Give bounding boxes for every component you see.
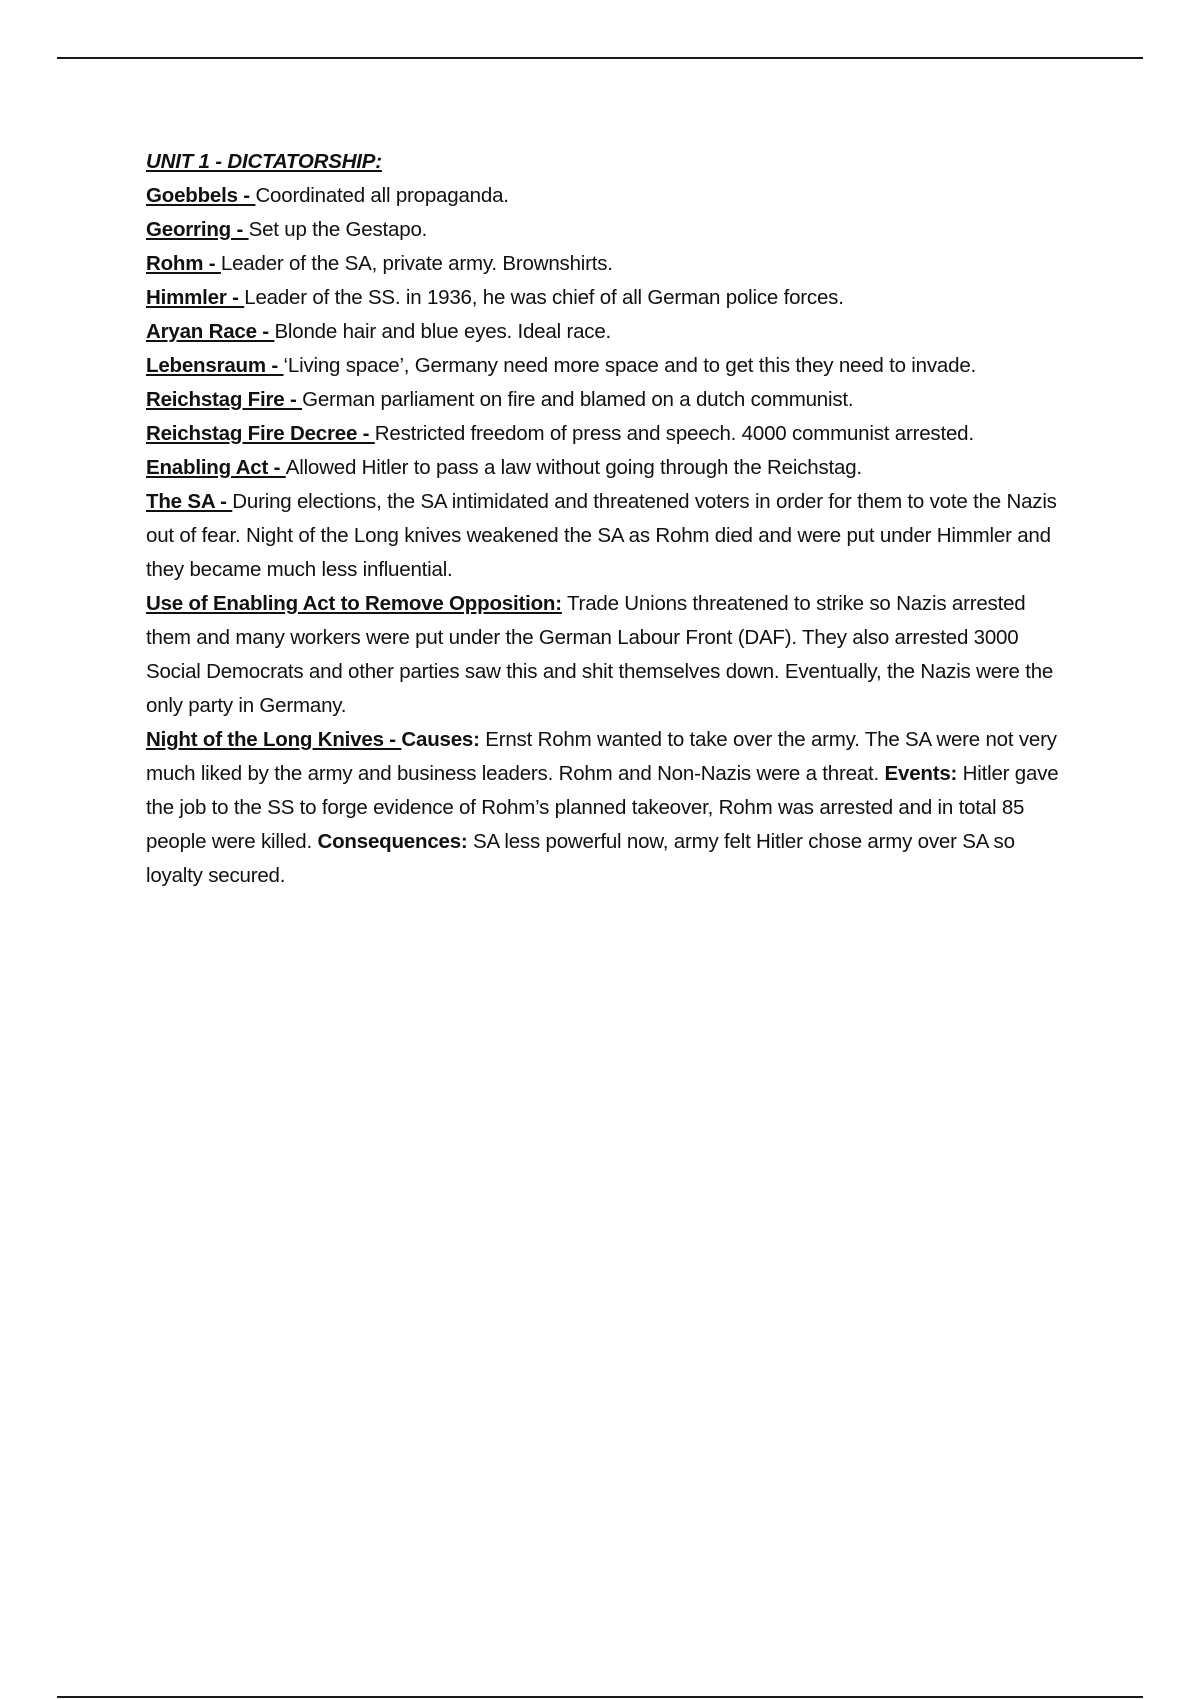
entry-aryan-race	[146, 315, 1066, 349]
entry-term: Reichstag Fire -	[146, 388, 303, 411]
entry-text: Leader of the SA, private army. Brownshirts.	[220, 252, 613, 275]
header-rule	[57, 57, 1143, 59]
consequences-label: Consequences:	[317, 830, 468, 853]
entry-text: Coordinated all propaganda.	[255, 184, 509, 207]
entry-the-sa	[146, 485, 1066, 587]
entry-term: Goebbels -	[146, 184, 256, 207]
entry-lebensraum	[146, 349, 1066, 383]
entry-text: During elections, the SA intimidated and threatened voters in order for them to vote the Nazis out of fear. Night of the Long knives weakened the SA as Rohm died and were put under Himmler and they became much less influential.	[146, 490, 1057, 581]
entry-term: Himmler -	[146, 286, 245, 309]
entry-rohm	[146, 247, 1066, 281]
causes-label: Causes:	[401, 728, 480, 751]
events-text: Hitler gave the job to the SS to forge evidence of Rohm’s planned takeover, Rohm was arrested and in total 85 people were killed.	[146, 762, 1059, 853]
causes-text: Ernst Rohm wanted to take over the army. The SA were not very much liked by the army and business leaders. Rohm and Non-Nazis were a threat.	[146, 728, 1057, 785]
entry-term: Georring -	[146, 218, 249, 241]
entry-text: Set up the Gestapo.	[248, 218, 428, 241]
entry-georring	[146, 213, 1066, 247]
entry-reichstag-fire-decree	[146, 417, 1066, 451]
entry-use-of-enabling-act	[146, 587, 1066, 723]
entry-text: Restricted freedom of press and speech. 4000 communist arrested.	[374, 422, 974, 445]
entry-term: Night of the Long Knives -	[146, 728, 402, 751]
entry-himmler	[146, 281, 1066, 315]
footer-rule	[57, 1696, 1143, 1698]
entry-term: Enabling Act -	[146, 456, 286, 479]
entry-text: ‘Living space’, Germany need more space and to get this they need to invade.	[283, 354, 977, 377]
entry-text: German parliament on fire and blamed on a dutch communist.	[302, 388, 854, 411]
entry-enabling-act	[146, 451, 1066, 485]
entry-goebbels	[146, 179, 1066, 213]
unit-title: UNIT 1 - DICTATORSHIP:	[146, 150, 382, 173]
entry-night-of-long-knives	[146, 723, 1066, 893]
entry-text: Trade Unions threatened to strike so Nazis arrested them and many workers were put under the German Labour Front (DAF). They also arrested 3000 Social Democrats and other parties saw this and shit themselves down. Eventually, the Nazis were the only party in Germany.	[146, 592, 1054, 717]
entry-reichstag-fire	[146, 383, 1066, 417]
consequences-text: SA less powerful now, army felt Hitler chose army over SA so loyalty secured.	[146, 830, 1015, 887]
entry-term: Rohm -	[146, 252, 221, 275]
entry-term: Aryan Race -	[146, 320, 275, 343]
entry-text: Allowed Hitler to pass a law without going through the Reichstag.	[285, 456, 862, 479]
entry-term: The SA -	[146, 490, 233, 513]
entry-term: Lebensraum -	[146, 354, 284, 377]
unit-heading	[146, 145, 1066, 179]
entry-text: Blonde hair and blue eyes. Ideal race.	[274, 320, 612, 343]
document-body	[146, 145, 1066, 893]
entry-term: Use of Enabling Act to Remove Opposition:	[146, 592, 562, 615]
entry-text: Leader of the SS. in 1936, he was chief of all German police forces.	[244, 286, 844, 309]
events-label: Events:	[884, 762, 958, 785]
entry-term: Reichstag Fire Decree -	[146, 422, 375, 445]
